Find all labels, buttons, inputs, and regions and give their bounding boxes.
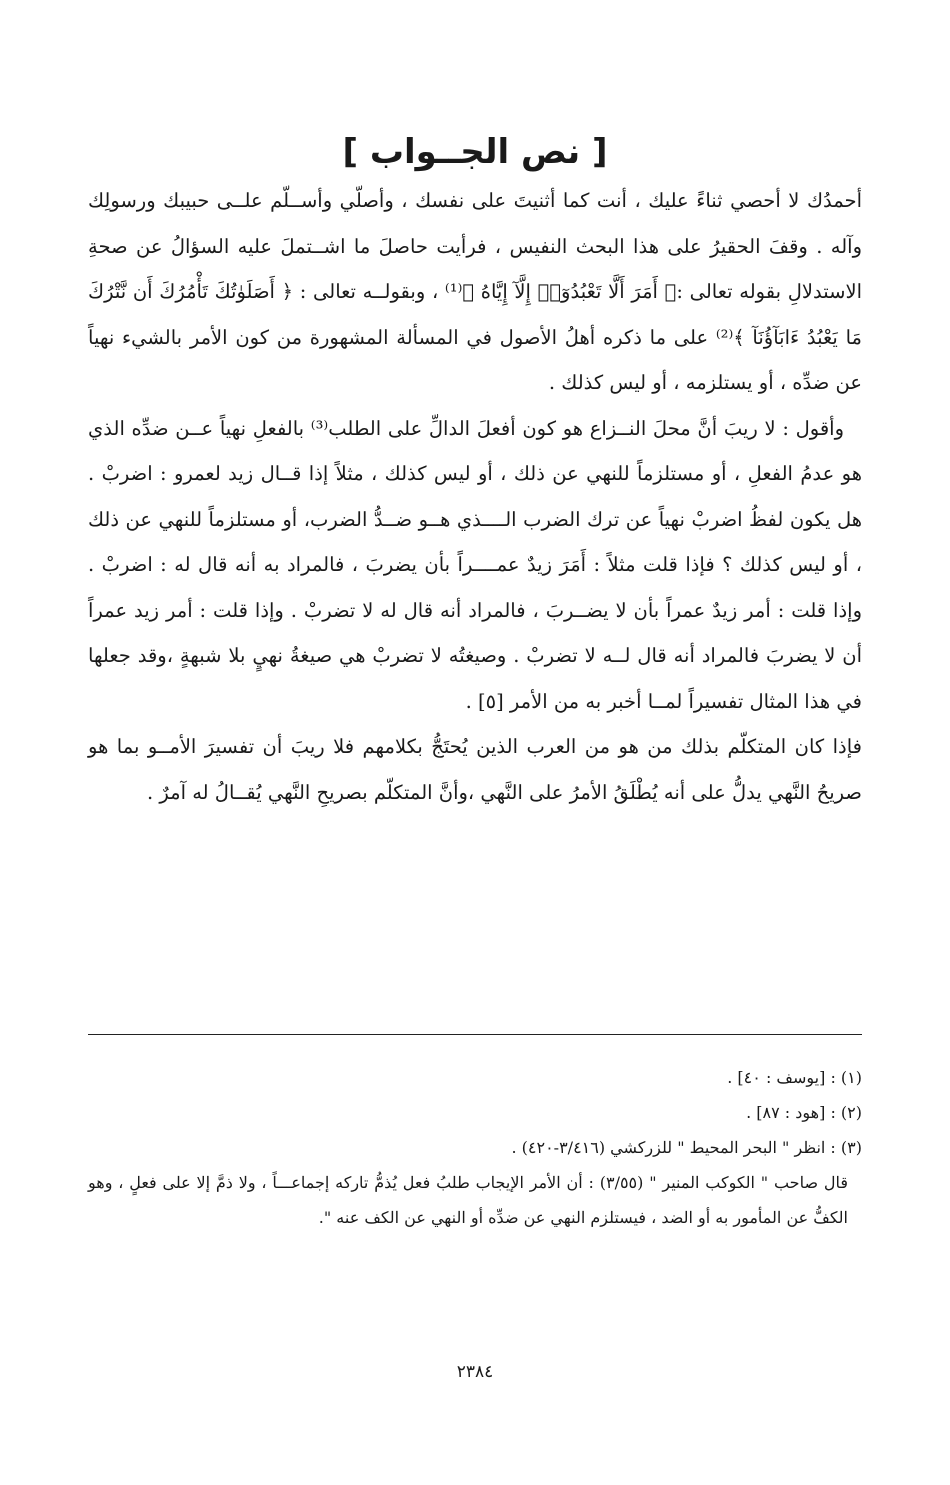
section-title: [ نص الجــواب ] <box>342 132 608 172</box>
footnote-divider <box>88 1034 862 1035</box>
paragraph-3: فإذا كان المتكلّم بذلك من هو من العرب الذين يُحتَجُّ بكلامهم فلا ريبَ أن تفسيرَ الأمــو بما هو صريحُ النَّهي يدلُّ على أنه يُطْلَقُ الأمرُ على النَّهي ،وأنَّ المتكلّم بصريحِ النَّهي يُقــالُ له آمرٌ . <box>88 735 862 804</box>
footnote-3: (٣) : انظر " البحر المحيط " للزركشي (٣/٤١٦-٤٢٠) . <box>511 1138 862 1157</box>
page-number: ٢٣٨٤ <box>456 1362 494 1382</box>
footnote-1: (١) : [يوسف : ٤٠] . <box>727 1068 862 1087</box>
footnote-2: (٢) : [هود : ٨٧] . <box>746 1103 862 1122</box>
footnotes <box>88 1060 862 1235</box>
footnote-3-quote: قال صاحب " الكوكب المنير " (٣/٥٥) : أن الأمر الإيجاب طلبُ فعل يُذمُّ تاركه إجماعـــاً ، ولا ذمَّ إلا على فعلٍ ، وهو الكفُّ عن المأمور به أو الضد ، فيستلزم النهي عن ضدِّه أو النهي عن الكف عنه ". <box>88 1173 848 1227</box>
main-text <box>88 178 862 815</box>
paragraph-1: أحمدُك لا أحصي ثناءً عليك ، أنت كما أثنيتَ على نفسك ، وأصلّي وأســلّم علــى حبيبك ورسولِك وآله . وقفَ الحقيرُ على هذا البحث النفيس ، فرأيت حاصلَ ما اشــتملَ عليه السؤالُ عن صحةِ الاستدلالِ بقوله تعالى :﴿ أَمَرَ أَلَّا تَعْبُدُوٓا۟ إِلَّآ إِيَّاهُ ﴾⁽¹⁾ ، وبقولــه تعالى : ﴿ أَصَلَوٰتُكَ تَأْمُرُكَ أَن نَّتْرُكَ مَا يَعْبُدُ ءَابَآؤُنَآ ﴾⁽²⁾ على ما ذكره أهلُ الأصول في المسألة المشهورة من كون الأمر بالشيء نهياً عن ضدِّه ، أو يستلزمه ، أو ليس كذلك . <box>88 189 862 394</box>
paragraph-2: وأقول : لا ريبَ أنَّ محلَ النــزاع هو كون أفعلَ الدالِّ على الطلب⁽³⁾ بالفعلِ نهياً عــن ضدِّه الذي هو عدمُ الفعلِ ، أو مستلزماً للنهي عن ذلك ، أو ليس كذلك ، مثلاً إذا قــال زيد لعمرو : اضربْ . هل يكون لفظُ اضربْ نهياً عن ترك الضرب الــــذي هــو ضــدُّ الضرب، أو مستلزماً للنهي عن ذلك ، أو ليس كذلك ؟ فإذا قلت مثلاً : أَمَرَ زيدٌ عمــــراً بأن يضربَ ، فالمراد به أنه قال له : اضربْ . وإذا قلت : أمر زيدٌ عمراً بأن لا يضــربَ ، فالمراد أنه قال له لا تضربْ . وإذا قلت : أمر زيد عمراً أن لا يضربَ فالمراد أنه قال لــه لا تضربْ . وصيغتُه لا تضربْ هي صيغةُ نهيٍ بلا شبهةٍ ،وقد جعلها في هذا المثال تفسيراً لمــا أخبر به من الأمر [٥] . <box>88 416 862 713</box>
